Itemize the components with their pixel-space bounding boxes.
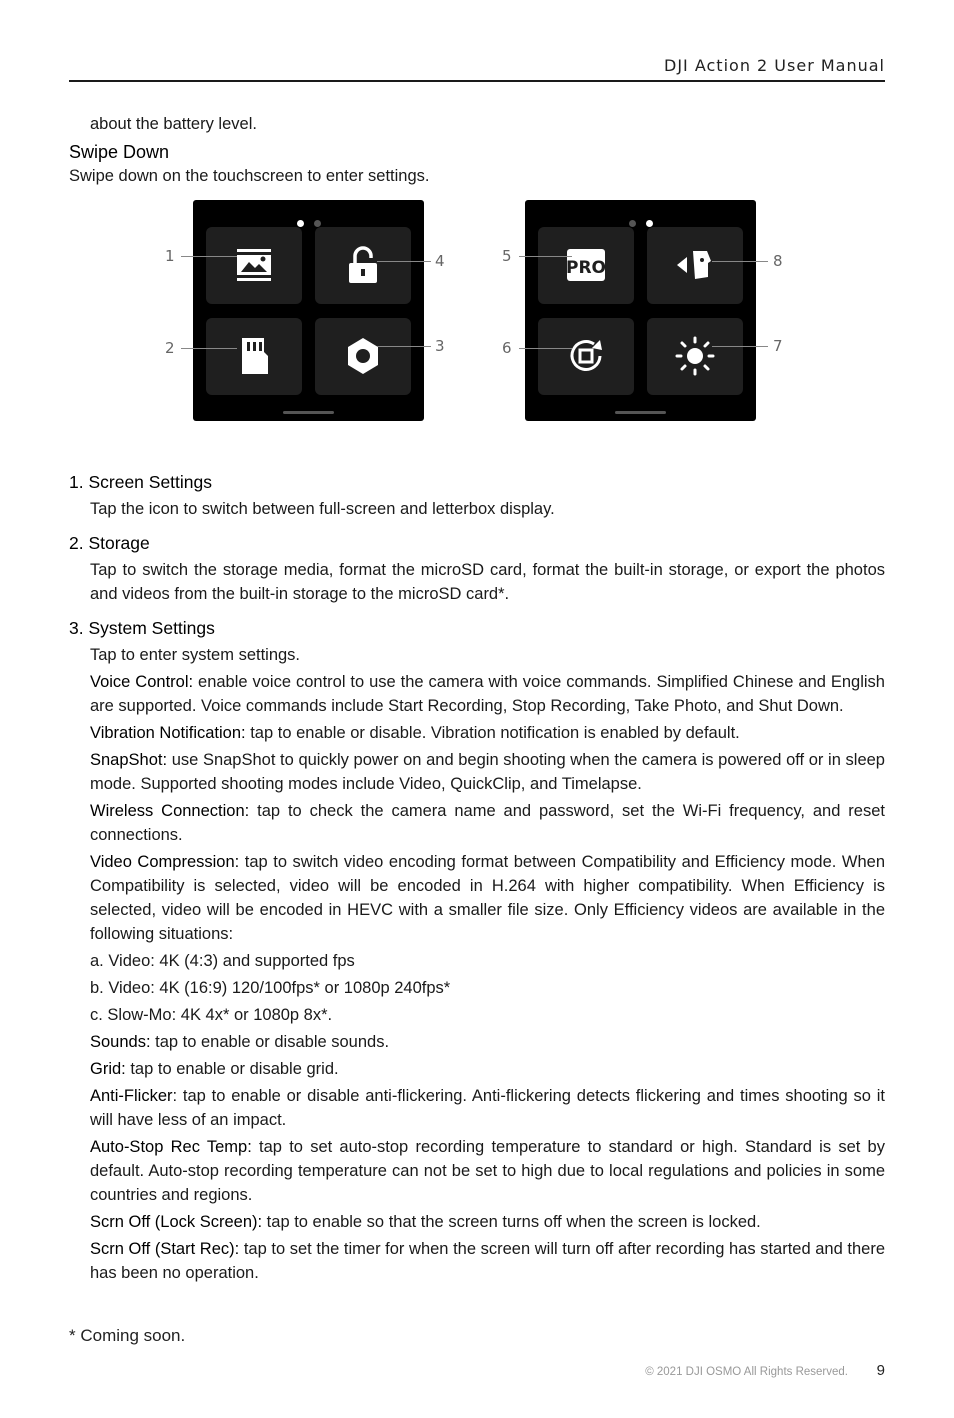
- page-dot: [314, 220, 321, 227]
- setting-term: Voice Control:: [90, 673, 194, 691]
- callout-2: 2: [165, 339, 175, 357]
- callout-4: 4: [435, 252, 445, 270]
- storage-tile[interactable]: [206, 318, 302, 395]
- callout-5: 5: [502, 247, 512, 265]
- setting-scrn-off-lock-screen: [69, 1210, 885, 1234]
- callout-6: 6: [502, 339, 512, 357]
- page-header-title: DJI Action 2 User Manual: [664, 56, 885, 75]
- brightness-tile[interactable]: [647, 318, 743, 395]
- leader-line-6: [519, 348, 572, 349]
- page-dot-active: [646, 220, 653, 227]
- callout-1: 1: [165, 247, 175, 265]
- system-settings-icon: [343, 336, 383, 376]
- setting-desc: use SnapShot to quickly power on and begin shooting when the camera is powered off or in sleep mode. Supported shooting modes include Video, QuickClip, and Timelapse.: [90, 751, 885, 793]
- intro-continuation: about the battery level.: [90, 115, 257, 133]
- lock-tile[interactable]: [315, 227, 411, 304]
- efficiency-case-c: c. Slow-Mo: 4K 4x* or 1080p 8x*.: [90, 1006, 333, 1024]
- callout-7: 7: [773, 337, 783, 355]
- page-dot: [629, 220, 636, 227]
- setting-term: Wireless Connection:: [90, 802, 250, 820]
- setting-term: Grid:: [90, 1060, 126, 1078]
- setting-grid: [69, 1057, 885, 1081]
- setting-desc: : tap to enable or disable anti-flickering. Anti-flickering detects flickering and times shooting so it will have less of an impact.: [90, 1087, 885, 1129]
- settings-screen-page-2: [525, 200, 756, 421]
- item-3-text: Tap to enter system settings.: [90, 646, 301, 664]
- setting-desc: tap to enable or disable sounds.: [150, 1033, 390, 1051]
- settings-screen-page-1: [193, 200, 424, 421]
- setting-desc: tap to set auto-stop recording temperature to standard or high. Standard is set by default. Auto-stop recording temperature can not be set to high due to local regulations and policies in some countries and regions.: [90, 1138, 885, 1204]
- setting-sounds: [69, 1030, 885, 1054]
- setting-scrn-off-start-rec: [69, 1237, 885, 1285]
- setting-term: Auto-Stop Rec Temp:: [90, 1138, 252, 1156]
- setting-desc: tap to switch video encoding format between Compatibility and Efficiency mode. When Compatibility is selected, video will be encoded in H.264 with higher compatibility. When Efficiency is selected, video will be encoded in HEVC with a smaller file size. Only Efficiency videos are available in the following situations:: [90, 853, 885, 943]
- setting-term: Anti-Flicker: [90, 1087, 173, 1105]
- setting-desc: tap to enable or disable. Vibration notification is enabled by default.: [245, 724, 740, 742]
- swipe-down-heading: Swipe Down: [69, 142, 170, 162]
- setting-video-compression: [69, 850, 885, 946]
- item-1-text: Tap the icon to switch between full-screen and letterbox display.: [90, 500, 555, 518]
- screen-settings-tile[interactable]: [206, 227, 302, 304]
- voice-control-icon: [675, 245, 715, 285]
- item-2-text: Tap to switch the storage media, format the microSD card, format the built-in storage, or export the photos and videos from the built-in storage to the microSD card*.: [90, 561, 885, 603]
- screen-settings-icon: [234, 245, 274, 285]
- home-indicator: [615, 411, 666, 414]
- setting-desc: tap to set the timer for when the screen will turn off after recording has started and there has been no operation.: [90, 1240, 885, 1282]
- brightness-icon: [675, 336, 715, 376]
- leader-line-7: [712, 346, 768, 347]
- leader-line-4: [377, 261, 431, 262]
- header-rule: [69, 80, 885, 82]
- system-settings-tile[interactable]: [315, 318, 411, 395]
- setting-anti-flicker: [69, 1084, 885, 1132]
- setting-vibration-notification: [69, 721, 885, 745]
- item-3-title: 3. System Settings: [69, 618, 215, 638]
- setting-term: Scrn Off (Lock Screen):: [90, 1213, 263, 1231]
- leader-line-3: [377, 346, 431, 347]
- item-2-title: 2. Storage: [69, 533, 150, 553]
- svg-text:PRO: PRO: [566, 258, 606, 278]
- item-1-title: 1. Screen Settings: [69, 472, 212, 492]
- page-number: 9: [876, 1362, 885, 1379]
- leader-line-2: [181, 348, 237, 349]
- leader-line-5: [519, 256, 572, 257]
- pro-mode-tile[interactable]: [538, 227, 634, 304]
- rotate-icon: [566, 336, 606, 376]
- settings-screens-figure: [69, 192, 885, 460]
- voice-control-tile[interactable]: [647, 227, 743, 304]
- setting-snapshot: [69, 748, 885, 796]
- callout-8: 8: [773, 252, 783, 270]
- storage-card-icon: [234, 336, 274, 376]
- pro-mode-icon: [566, 245, 606, 285]
- footnote: * Coming soon.: [69, 1326, 186, 1345]
- setting-desc: tap to enable or disable grid.: [125, 1060, 339, 1078]
- setting-term: SnapShot:: [90, 751, 168, 769]
- setting-term: Vibration Notification:: [90, 724, 246, 742]
- leader-line-1: [181, 256, 237, 257]
- setting-wireless-connection: [69, 799, 885, 847]
- copyright: © 2021 DJI OSMO All Rights Reserved.: [645, 1366, 848, 1378]
- swipe-down-text: Swipe down on the touchscreen to enter settings.: [69, 167, 430, 185]
- leader-line-8: [712, 261, 768, 262]
- setting-voice-control: [69, 670, 885, 718]
- callout-3: 3: [435, 337, 445, 355]
- lock-icon: [343, 245, 383, 285]
- setting-desc: enable voice control to use the camera with voice commands. Simplified Chinese and English are supported. Voice commands include Start Recording, Stop Recording, Take Photo, and Shut Down.: [90, 673, 885, 715]
- main-content: [69, 112, 885, 1288]
- rotate-tile[interactable]: [538, 318, 634, 395]
- efficiency-case-b: b. Video: 4K (16:9) 120/100fps* or 1080p 240fps*: [90, 979, 451, 997]
- page-dot-active: [297, 220, 304, 227]
- setting-desc: tap to check the camera name and password, set the Wi-Fi frequency, and reset connections.: [90, 802, 885, 844]
- setting-term: Scrn Off (Start Rec):: [90, 1240, 240, 1258]
- home-indicator: [283, 411, 334, 414]
- setting-term: Video Compression:: [90, 853, 240, 871]
- efficiency-case-a: a. Video: 4K (4:3) and supported fps: [90, 952, 355, 970]
- setting-auto-stop-rec-temp: [69, 1135, 885, 1207]
- setting-desc: tap to enable so that the screen turns off when the screen is locked.: [262, 1213, 761, 1231]
- setting-term: Sounds:: [90, 1033, 151, 1051]
